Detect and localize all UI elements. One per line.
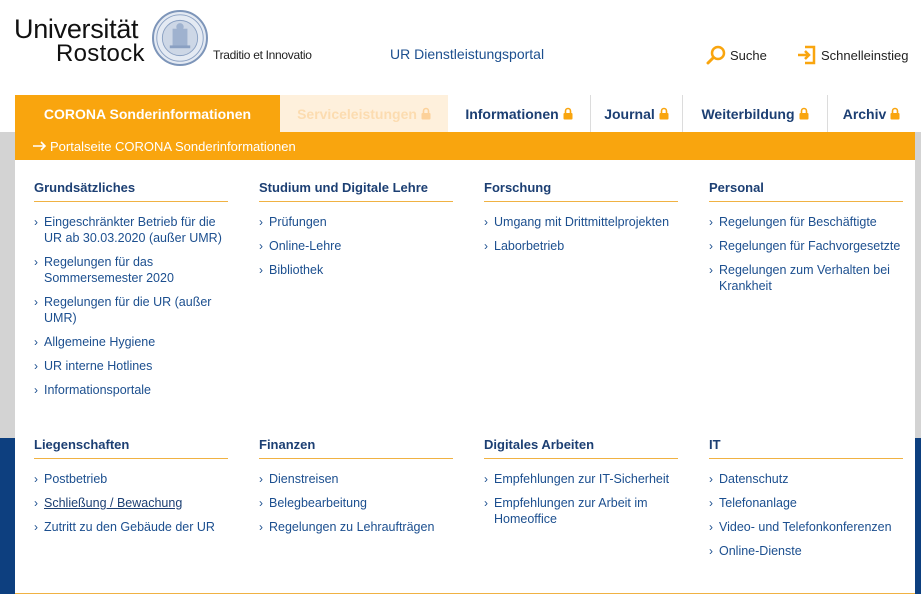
section-title: Personal [709, 180, 903, 202]
section-staff [709, 180, 903, 302]
chevron-right-icon: › [259, 215, 263, 229]
tab-information[interactable] [448, 95, 591, 132]
quick-access-button[interactable] [797, 45, 908, 65]
lock-icon [563, 107, 573, 120]
chevron-right-icon: › [34, 383, 38, 397]
tagline: Traditio et Innovatio [213, 48, 312, 62]
menu-link[interactable]: › Dienstreisen [259, 472, 339, 486]
chevron-right-icon: › [709, 472, 713, 486]
chevron-right-icon: › [34, 335, 38, 349]
chevron-right-icon: › [34, 255, 38, 269]
chevron-right-icon: › [709, 496, 713, 510]
chevron-right-icon: › [259, 472, 263, 486]
chevron-right-icon: › [34, 215, 38, 229]
section-title: Studium und Digitale Lehre [259, 180, 453, 202]
menu-link[interactable]: › Laborbetrieb [484, 239, 565, 253]
section-title: Digitales Arbeiten [484, 437, 678, 459]
chevron-right-icon: › [34, 520, 38, 534]
section-research [484, 180, 678, 262]
section-title: IT [709, 437, 903, 459]
menu-link[interactable]: › Regelungen für Fachvorgesetzte [709, 239, 901, 253]
menu-link[interactable]: › Datenschutz [709, 472, 789, 486]
tab-journal[interactable] [591, 95, 683, 132]
university-logo[interactable] [14, 16, 145, 66]
menu-link[interactable]: › Online-Lehre [259, 239, 342, 253]
menu-link[interactable]: › Eingeschränkter Betrieb für die UR ab 30.03.2020 (außer UMR) [34, 215, 222, 245]
service-portal-link[interactable]: UR Dienstleistungsportal [390, 46, 545, 62]
section-properties [34, 437, 228, 543]
site-header [0, 0, 921, 95]
menu-link[interactable]: › Empfehlungen zur IT-Sicherheit [484, 472, 670, 486]
sign-in-icon [797, 45, 817, 65]
university-seal-icon [152, 10, 208, 66]
corona-mega-menu [15, 132, 915, 594]
chevron-right-icon: › [484, 472, 488, 486]
section-title: Grundsätzliches [34, 180, 228, 202]
section-digital-work [484, 437, 678, 535]
section-study [259, 180, 453, 286]
lock-icon [659, 107, 669, 120]
chevron-right-icon: › [709, 215, 713, 229]
search-button[interactable] [706, 45, 767, 65]
chevron-right-icon: › [484, 215, 488, 229]
chevron-right-icon: › [34, 472, 38, 486]
menu-link[interactable]: › Umgang mit Drittmittelprojekten [484, 215, 670, 229]
tab-corona[interactable] [15, 95, 280, 132]
corona-portal-label: Portalseite CORONA Sonderinformationen [50, 138, 296, 154]
chevron-right-icon: › [34, 295, 38, 309]
menu-link[interactable]: › Regelungen zum Verhalten bei Krankheit [709, 263, 890, 293]
menu-link[interactable]: › Prüfungen [259, 215, 327, 229]
tab-label: Serviceleistungen [297, 105, 417, 122]
tab-label: CORONA Sonderinformationen [43, 105, 252, 122]
menu-link[interactable]: › UR interne Hotlines [34, 359, 153, 373]
section-it [709, 437, 903, 567]
menu-link[interactable]: › Allgemeine Hygiene [34, 335, 156, 349]
tab-label: Weiterbildung [701, 105, 795, 122]
logo-line-1: Universität [14, 14, 139, 44]
section-title: Finanzen [259, 437, 453, 459]
main-navigation [15, 95, 915, 132]
chevron-right-icon: › [709, 520, 713, 534]
search-label: Suche [730, 47, 767, 63]
menu-link[interactable]: › Informationsportale [34, 383, 152, 397]
menu-link[interactable]: › Telefonanlage [709, 496, 797, 510]
chevron-right-icon: › [259, 263, 263, 277]
tab-continuing-education[interactable] [683, 95, 828, 132]
menu-link[interactable]: › Schließung / Bewachung [34, 496, 183, 510]
menu-link[interactable]: › Regelungen für Beschäftigte [709, 215, 877, 229]
section-finances [259, 437, 453, 543]
section-general [34, 180, 228, 406]
tab-label: Archiv [842, 105, 887, 122]
menu-link[interactable]: › Empfehlungen zur Arbeit im Homeoffice [484, 496, 648, 526]
section-title: Forschung [484, 180, 678, 202]
chevron-right-icon: › [709, 239, 713, 253]
menu-link[interactable]: › Postbetrieb [34, 472, 108, 486]
lock-icon [890, 107, 900, 120]
tab-archive[interactable] [828, 95, 915, 132]
lock-icon [799, 107, 809, 120]
chevron-right-icon: › [259, 496, 263, 510]
tab-services[interactable] [280, 95, 448, 132]
chevron-right-icon: › [484, 496, 488, 510]
chevron-right-icon: › [34, 359, 38, 373]
menu-link[interactable]: › Regelungen für das Sommersemester 2020 [34, 255, 174, 285]
menu-link[interactable]: › Zutritt zu den Gebäude der UR [34, 520, 215, 534]
menu-link[interactable]: › Online-Dienste [709, 544, 802, 558]
menu-link[interactable]: › Bibliothek [259, 263, 324, 277]
lock-icon [421, 107, 431, 120]
tab-label: Journal [604, 105, 655, 122]
chevron-right-icon: › [259, 239, 263, 253]
logo-line-2: Rostock [56, 40, 145, 67]
quick-access-label: Schnelleinstieg [821, 47, 909, 63]
corona-portal-link[interactable] [15, 132, 915, 160]
arrow-right-icon [33, 139, 47, 154]
chevron-right-icon: › [484, 239, 488, 253]
chevron-right-icon: › [709, 544, 713, 558]
menu-link[interactable]: › Video- und Telefonkonferenzen [709, 520, 892, 534]
menu-link[interactable]: › Belegbearbeitung [259, 496, 367, 510]
chevron-right-icon: › [34, 496, 38, 510]
menu-link[interactable]: › Regelungen zu Lehraufträgen [259, 520, 435, 534]
menu-link[interactable]: › Regelungen für die UR (außer UMR) [34, 295, 212, 325]
section-title: Liegenschaften [34, 437, 228, 459]
tab-label: Informationen [465, 105, 559, 122]
search-icon [706, 45, 726, 65]
chevron-right-icon: › [259, 520, 263, 534]
chevron-right-icon: › [709, 263, 713, 277]
